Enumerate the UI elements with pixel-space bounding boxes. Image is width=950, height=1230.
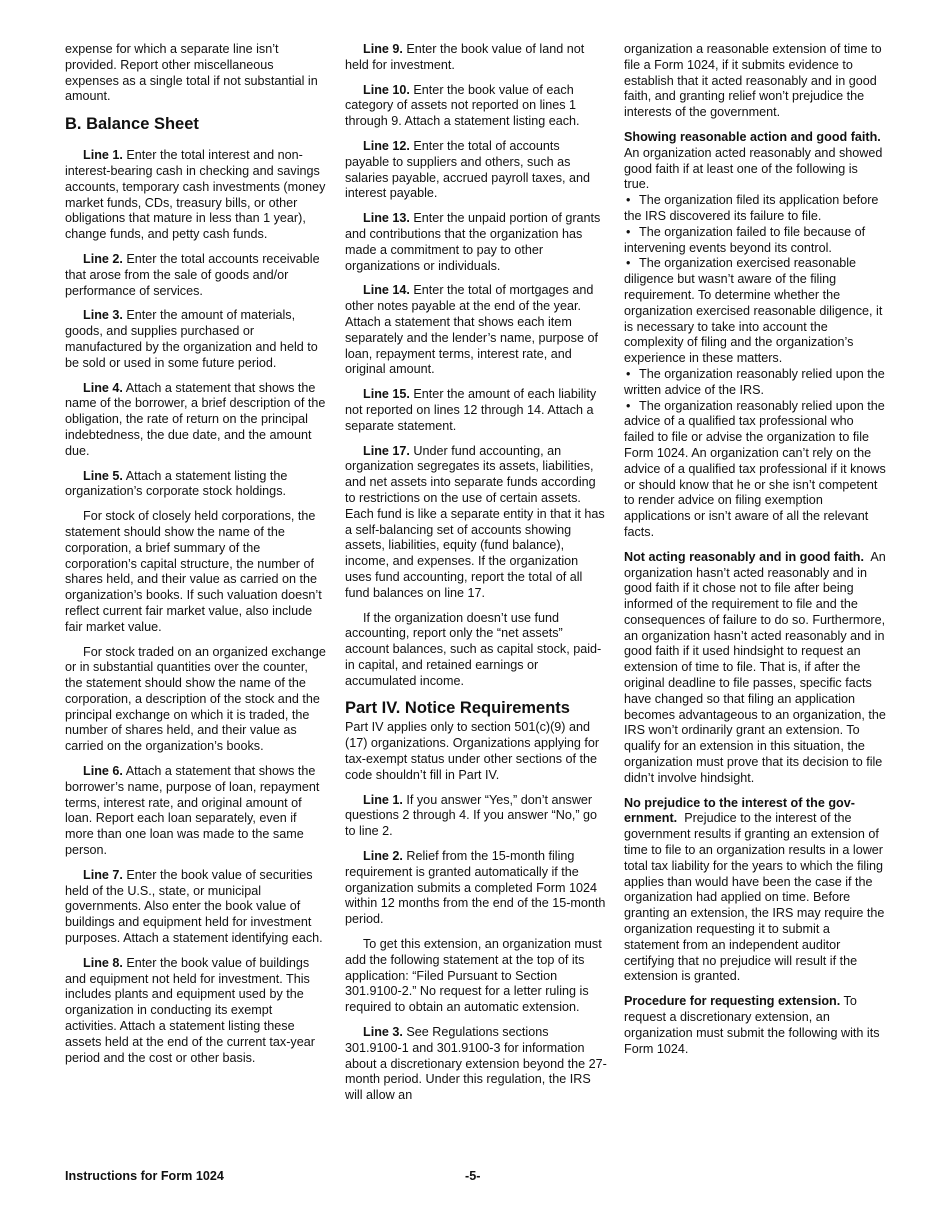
line-17-instructions xyxy=(345,444,607,602)
line-15-instructions xyxy=(345,387,607,434)
line-text: Enter the amount of each liability not reported on lines 12 through 14. Attach a separate statement. xyxy=(345,387,597,433)
line-4-instructions xyxy=(65,381,327,460)
bullet-text: The organization exercised reasonable diligence but wasn’t aware of the filing requirement. To determine whether the organization exercised reasonable diligence, it is necessary to take into account the complexity of filing and the organization’s experience in these matters. xyxy=(624,256,883,366)
paragraph-no-prejudice xyxy=(624,796,886,986)
line-text: Enter the total of mortgages and other notes payable at the end of the year. Attach a statement that shows each item separately and the lender’s name, purpose of loan, repayment terms, interest rate, and original amount. xyxy=(345,283,598,377)
line-14-instructions xyxy=(345,283,607,378)
line-label: Line 12. xyxy=(363,138,410,153)
column-2 xyxy=(345,42,607,1104)
bullet-text: The organization failed to file because of intervening events beyond its control. xyxy=(624,224,866,255)
paragraph-procedure-extension xyxy=(624,994,886,1057)
bullet-text: The organization reasonably relied upon the written advice of the IRS. xyxy=(624,366,885,397)
bullet-item xyxy=(624,225,886,257)
bullet-marker: • xyxy=(626,224,631,239)
paragraph-no-fund-accounting: If the organization doesn’t use fund accounting, report only the “net assets” account balances, such as capital stock, paid-in capital, and retained earnings or accumulated income. xyxy=(345,610,602,688)
line-text: Relief from the 15-month filing requirement is granted automatically if the organization submits a completed Form 1024 within 12 months from the end of the 15-month period. xyxy=(345,849,606,927)
footer-form-title: Instructions for Form 1024 xyxy=(65,1169,224,1183)
line-label: Line 7. xyxy=(83,867,123,882)
line-label: Line 4. xyxy=(83,380,123,395)
line-2-instructions xyxy=(65,252,327,299)
part-iv-line-1-instructions xyxy=(345,793,607,840)
run-in-heading: Showing reasonable action and good faith. xyxy=(624,129,881,144)
bullet-item xyxy=(624,399,886,541)
section-heading-part-iv: Part IV. Notice Requirements xyxy=(345,699,570,718)
column-3 xyxy=(624,42,886,1057)
line-9-instructions xyxy=(345,42,607,74)
line-13-instructions xyxy=(345,211,607,274)
paragraph-part-iv-scope: Part IV applies only to section 501(c)(9) and (17) organizations. Organizations applying for tax-exempt status under other sections of the code shouldn’t fill in Part IV. xyxy=(345,720,600,782)
line-label: Line 9. xyxy=(363,42,403,56)
part-iv-line-3-instructions xyxy=(345,1025,607,1104)
line-text: Enter the book value of each category of assets not reported on lines 1 through 9. Attach a statement listing each. xyxy=(345,82,580,129)
bullet-item xyxy=(624,256,886,367)
section-heading-balance-sheet: B. Balance Sheet xyxy=(65,115,199,134)
bullet-marker: • xyxy=(626,193,631,208)
line-8-instructions xyxy=(65,956,327,1067)
line-label: Line 13. xyxy=(363,211,410,226)
line-12-instructions xyxy=(345,139,607,202)
line-label: Line 17. xyxy=(363,443,410,458)
bullet-text: The organization filed its application before the IRS discovered its failure to file. xyxy=(624,193,879,223)
line-label: Line 3. xyxy=(83,308,123,323)
line-label: Line 2. xyxy=(83,251,123,266)
paragraph-text: An organization acted reasonably and showed good faith if at least one of the following is true. xyxy=(624,145,883,192)
line-text: If you answer “Yes,” don’t answer questions 2 through 4. If you answer “No,” go to line 2. xyxy=(345,792,598,839)
line-label: Line 2. xyxy=(363,849,403,864)
line-text: See Regulations sections 301.9100-1 and 301.9100-3 for information about a discretionary extension beyond the 27-month period. Under this regulation, the IRS will allow an xyxy=(345,1025,607,1103)
paragraph-showing-reasonable-action xyxy=(624,130,886,193)
paragraph-automatic-extension: To get this extension, an organization must add the following statement at the top of its application: “Filed Pursuant to Section 301.9100-2.” No request for a letter ruling is required to obtain an automatic extension. xyxy=(345,937,602,1015)
part-iv-line-2-instructions xyxy=(345,849,607,928)
line-3-instructions xyxy=(65,308,327,371)
bullet-marker: • xyxy=(626,256,631,271)
line-label: Line 10. xyxy=(363,82,410,97)
bullet-item xyxy=(624,367,886,399)
line-1-instructions xyxy=(65,148,327,243)
run-in-heading: No prejudice to the interest of the gov-ernment. xyxy=(624,795,855,826)
line-label: Line 14. xyxy=(363,283,410,298)
bullet-marker: • xyxy=(626,398,631,413)
bullet-item xyxy=(624,193,886,225)
column-1 xyxy=(65,42,327,1066)
line-text: Enter the amount of materials, goods, and supplies purchased or manufactured by the organization and held to be sold or used in some future period. xyxy=(65,308,318,370)
line-text: Enter the unpaid portion of grants and contributions that the organization has made a commitment to pay to other organizations or individuals. xyxy=(345,211,601,273)
paragraph-text: Prejudice to the interest of the government results if granting an extension of time to file to an organization results in a lower total tax liability for the years to which the filing applies than would have been the case if the organization had applied on time. Before granting an extension, the IRS may require the organization requesting it to submit a statement from an independent auditor certifying that no prejudice will result if the extension is granted. xyxy=(624,811,885,984)
line-text: Under fund accounting, an organization segregates its assets, liabilities, and net assets into separate funds according to restrictions on the use of certain assets. Each fund is like a separate entity in that it has a self-balancing set of accounts showing assets, liabilities, equity (fund balance), income, and expenses. If the organization uses fund accounting, report the total of all fund balances on line 17. xyxy=(345,443,605,600)
line-text: Attach a statement that shows the borrower’s name, purpose of loan, repayment terms, interest rate, and original amount of loan. Report each loan separately, even if more than one loan was made to the same person. xyxy=(65,764,320,858)
line-label: Line 3. xyxy=(363,1025,403,1040)
paragraph-reasonable-extension: organization a reasonable extension of time to file a Form 1024, if it submits evidence to establish that it acted reasonably and in good faith, and granting relief won’t prejudice the interests of the government. xyxy=(624,42,882,120)
footer-page-number: -5- xyxy=(465,1169,481,1183)
bullet-text: The organization reasonably relied upon the advice of a qualified tax professional who failed to file or advise the organization to file Form 1024. An organization can’t rely on the advice of a qualified tax professional if it knows or should know that he or she isn’t competent to render advice on filing exemption applications or isn’t aware of all the relevant facts. xyxy=(624,398,886,539)
line-text: Attach a statement listing the organization’s corporate stock holdings. xyxy=(65,468,288,499)
line-label: Line 8. xyxy=(83,955,123,970)
line-text: Enter the book value of land not held for investment. xyxy=(345,42,585,72)
bullet-marker: • xyxy=(626,366,631,381)
paragraph-closely-held-stock: For stock of closely held corporations, the statement should show the name of the corporation, a brief summary of the corporation’s capital structure, the number of shares held, and their value as carried on the organization’s books. If such valuation doesn’t reflect current fair market value, also include fair market value. xyxy=(65,509,322,634)
line-5-instructions xyxy=(65,469,327,501)
line-text: Enter the book value of buildings and equipment not held for investment. This includes plants and equipment used by the organization in conducting its exempt activities. Attach a statement listing these assets held at the end of the current tax-year period and the cost or other basis. xyxy=(65,955,315,1065)
paragraph-text: To request a discretionary extension, an organization must submit the following with its Form 1024. xyxy=(624,994,880,1056)
line-text: Enter the total of accounts payable to suppliers and others, such as salaries payable, accrued payroll taxes, and interest payable. xyxy=(345,138,591,201)
line-label: Line 1. xyxy=(363,792,403,807)
line-label: Line 5. xyxy=(83,468,123,483)
line-text: Enter the total accounts receivable that arose from the sale of goods and/or performance of services. xyxy=(65,251,320,298)
line-label: Line 6. xyxy=(83,764,123,779)
line-text: Enter the total interest and non-interest-bearing cash in checking and savings accounts, temporary cash investments (money market funds, CDs, treasury bills, or other obligations that mature in less than 1 year), change funds, and petty cash funds. xyxy=(65,148,326,242)
run-in-heading: Procedure for requesting extension. xyxy=(624,994,841,1009)
paragraph-organized-exchange-stock: For stock traded on an organized exchange or in substantial quantities over the counter, the statement should show the name of the corporation, a description of the stock and the principal exchange on which it is traded, the number of shares held, and their value as carried on the organization’s books. xyxy=(65,644,326,754)
line-label: Line 1. xyxy=(83,148,123,163)
line-label: Line 15. xyxy=(363,387,410,402)
line-10-instructions xyxy=(345,83,607,130)
run-in-heading: Not acting reasonably and in good faith. xyxy=(624,549,864,564)
line-7-instructions xyxy=(65,868,327,947)
line-text: Attach a statement that shows the name of the borrower, a brief description of the obligation, the rate of return on the principal indebtedness, the due date, and the amount due. xyxy=(65,380,326,458)
paragraph-not-acting-reasonably xyxy=(624,550,886,787)
paragraph-continued-expense: expense for which a separate line isn’t provided. Report other miscellaneous expenses as a single total if not substantial in amount. xyxy=(65,42,318,104)
line-6-instructions xyxy=(65,764,327,859)
paragraph-text: An organization hasn’t acted reasonably and in good faith if it chose not to file after being informed of the requirement to file and the consequences of failure to do so. Furthermore, an organization hasn’t acted reasonably and in good faith if it used hindsight to request an extension of time to file. That is, if after the original deadline to file passes, specific facts have changed so that filing an application becomes advantageous to an organization, the IRS won’t ordinarily grant an extension. To qualify for an extension in this situation, the organization must prove that its decision to file didn’t involve hindsight. xyxy=(624,549,886,785)
line-text: Enter the book value of securities held of the U.S., state, or municipal governments. Also enter the book value of buildings and equipment held for investment purposes. Attach a statement identifying each. xyxy=(65,867,323,946)
